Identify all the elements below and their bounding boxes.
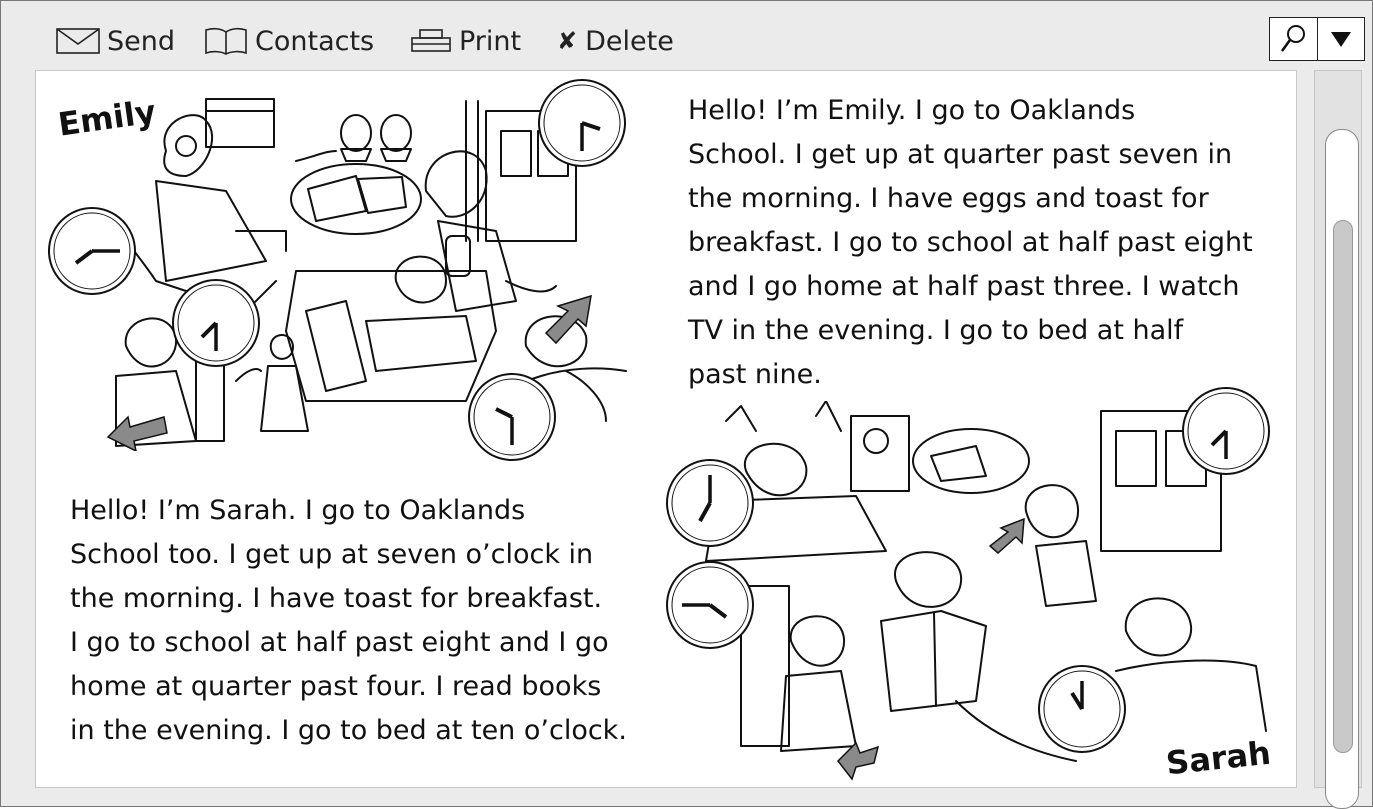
book-icon	[204, 27, 248, 55]
text-line: the morning. I have toast for breakfast.	[70, 583, 603, 614]
send-button[interactable]	[56, 21, 175, 61]
text-line: past nine.	[688, 359, 822, 390]
text-line: School too. I get up at seven o’clock in	[70, 539, 594, 570]
clock-icon-sarah-home	[664, 559, 756, 651]
delete-x-icon: ✘	[557, 27, 578, 55]
message-body	[35, 70, 1297, 788]
clock-icon-emily-school	[170, 277, 262, 369]
text-line: Hello! I’m Sarah. I go to Oaklands	[70, 495, 526, 526]
emily-paragraph	[688, 89, 1253, 397]
clock-icon-sarah-bed	[1036, 663, 1128, 755]
magnifier-icon	[1278, 23, 1308, 55]
text-line: breakfast. I go to school at half past eight	[688, 227, 1253, 258]
text-line: in the evening. I go to bed at ten o’clock.	[70, 715, 627, 746]
sarah-paragraph	[70, 489, 627, 753]
delete-button[interactable]	[557, 21, 674, 61]
envelope-icon	[56, 28, 100, 54]
text-line: TV in the evening. I go to bed at half	[688, 315, 1184, 346]
print-label: Print	[459, 25, 522, 57]
emily-name-tag: Emily	[55, 92, 159, 144]
clock-icon-emily-home	[536, 77, 628, 169]
printer-icon	[410, 28, 452, 54]
clock-icon-sarah-wakeup	[664, 457, 756, 549]
text-line: and I go home at half past three. I watch	[688, 271, 1240, 302]
clock-icon-emily-bed	[466, 371, 558, 463]
send-label: Send	[107, 25, 176, 57]
toolbar	[1, 1, 1372, 69]
contacts-label: Contacts	[255, 25, 375, 57]
text-line: I go to school at half past eight and I go	[70, 627, 609, 658]
scrollbar-groove	[1325, 129, 1359, 809]
clock-icon-emily-wakeup	[46, 205, 138, 297]
triangle-down-icon	[1330, 30, 1352, 48]
vertical-scrollbar[interactable]	[1314, 70, 1362, 788]
search-button[interactable]	[1270, 18, 1317, 60]
scrollbar-thumb[interactable]	[1333, 220, 1353, 753]
text-line: School. I get up at quarter past seven in	[688, 139, 1233, 170]
sarah-name-tag: Sarah	[1164, 733, 1273, 783]
print-button[interactable]	[410, 21, 521, 61]
text-line: Hello! I’m Emily. I go to Oaklands	[688, 95, 1136, 126]
search-box	[1269, 17, 1365, 61]
contacts-button[interactable]	[204, 21, 374, 61]
delete-label: Delete	[585, 25, 674, 57]
text-line: home at quarter past four. I read books	[70, 671, 602, 702]
dropdown-button[interactable]	[1317, 18, 1365, 60]
text-line: the morning. I have eggs and toast for	[688, 183, 1209, 214]
clock-icon-sarah-school	[1180, 385, 1272, 477]
